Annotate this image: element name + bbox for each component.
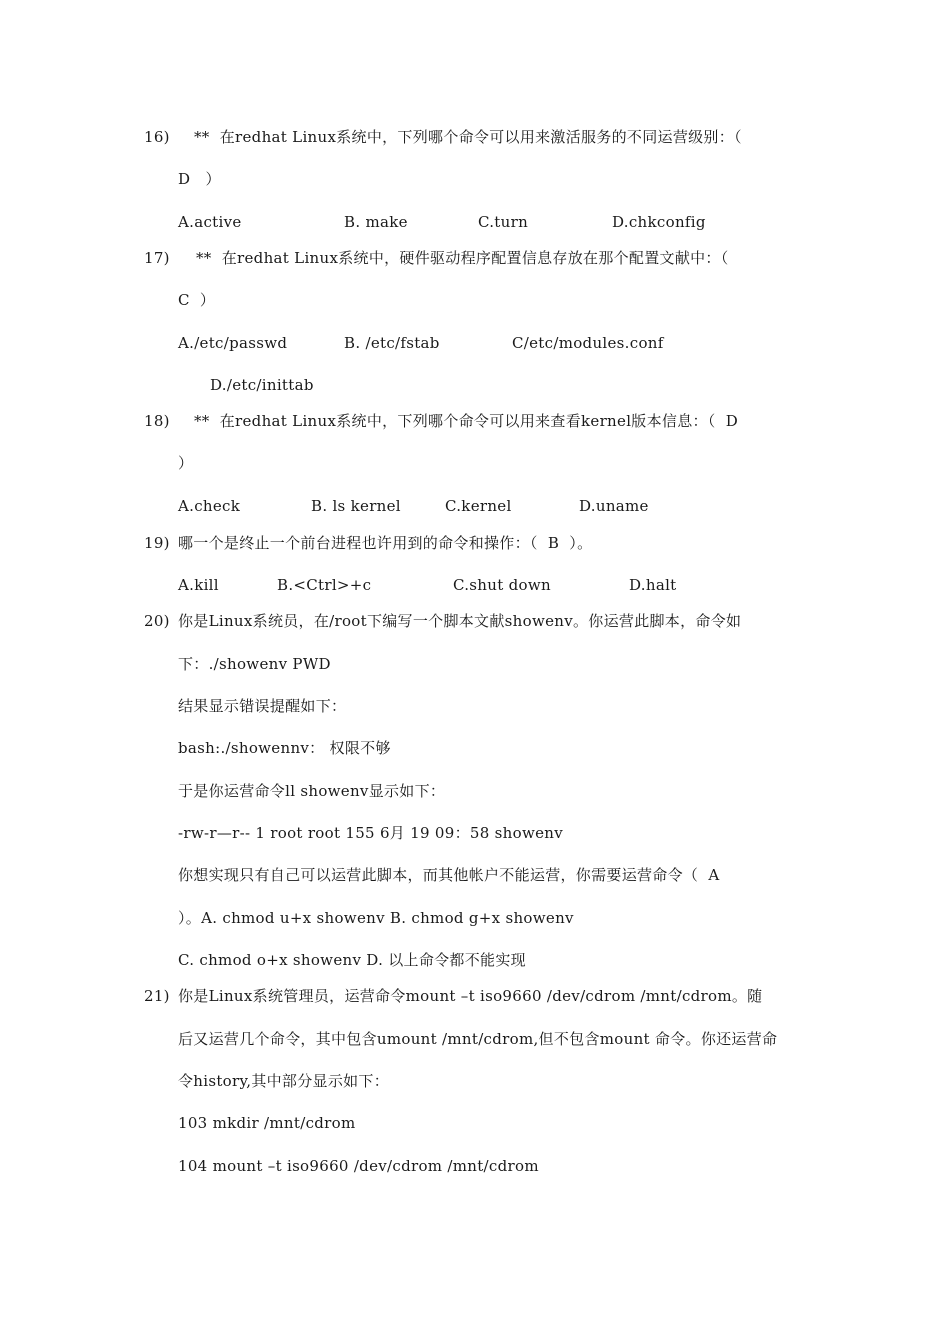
question-19-text: 哪一个是终止一个前台进程也许用到的命令和操作：（ B ）。 [178, 534, 593, 552]
question-17-option-c: C/etc/modules.conf [512, 334, 664, 352]
question-18-option-d: D.uname [579, 497, 649, 515]
question-20-line-9: C. chmod o+x showenv D. 以上命令都不能实现 [178, 951, 526, 969]
question-21-line-5: 104 mount –t iso9660 /dev/cdrom /mnt/cdrom [178, 1157, 539, 1175]
question-20-line-2: 下：./showenv PWD [178, 655, 331, 673]
question-17-number: 17) [144, 249, 170, 267]
question-19-option-a: A.kill [178, 576, 219, 594]
question-19-number: 19) [144, 534, 170, 552]
question-16-number: 16) [144, 128, 170, 146]
question-21-line-1: 你是Linux系统管理员，运营命令mount –t iso9660 /dev/cdrom /mnt/cdrom。随 [178, 987, 763, 1005]
question-16-option-d: D.chkconfig [612, 213, 706, 231]
question-18-option-b: B. ls kernel [311, 497, 401, 515]
question-21-line-4: 103 mkdir /mnt/cdrom [178, 1114, 356, 1132]
question-20-line-5: 于是你运营命令ll showenv显示如下： [178, 782, 446, 800]
question-17-answer: C ） [178, 291, 216, 309]
question-19-option-b: B.<Ctrl>+c [277, 576, 372, 594]
question-19-option-c: C.shut down [453, 576, 551, 594]
question-16-option-a: A.active [178, 213, 242, 231]
question-18-text: ** 在redhat Linux系统中，下列哪个命令可以用来查看kernel版本信息：（ D [194, 412, 739, 430]
question-21-number: 21) [144, 987, 170, 1005]
question-20-line-7: 你想实现只有自己可以运营此脚本，而其他帐户不能运营，你需要运营命令（ A [178, 866, 720, 884]
question-17-option-a: A./etc/passwd [178, 334, 288, 352]
question-16-answer: D ） [178, 170, 221, 188]
question-20-number: 20) [144, 612, 170, 630]
question-17-option-d: D./etc/inittab [210, 376, 314, 394]
question-21-line-3: 令history,其中部分显示如下： [178, 1072, 390, 1090]
question-16-option-c: C.turn [478, 213, 529, 231]
question-20-line-8: ）。A. chmod u+x showenv B. chmod g+x showenv [178, 909, 574, 927]
question-16-text: ** 在redhat Linux系统中，下列哪个命令可以用来激活服务的不同运营级别：（ [194, 128, 742, 146]
question-21-line-2: 后又运营几个命令，其中包含umount /mnt/cdrom,但不包含mount 命令。你还运营命 [178, 1030, 778, 1048]
question-18-number: 18) [144, 412, 170, 430]
question-17-text: ** 在redhat Linux系统中，硬件驱动程序配置信息存放在那个配置文献中：（ [196, 249, 729, 267]
question-20-line-6: -rw-r—r-- 1 root root 155 6月 19 09：58 showenv [178, 824, 564, 842]
question-20-line-1: 你是Linux系统员，在/root下编写一个脚本文献showenv。你运营此脚本，命令如 [178, 612, 742, 630]
question-16-option-b: B. make [344, 213, 408, 231]
question-18-option-c: C.kernel [445, 497, 512, 515]
question-19-option-d: D.halt [629, 576, 677, 594]
question-20-line-3: 结果显示错误提醒如下： [178, 697, 347, 715]
question-20-line-4: bash:./showennv： 权限不够 [178, 739, 391, 757]
question-17-option-b: B. /etc/fstab [344, 334, 440, 352]
question-18-option-a: A.check [178, 497, 241, 515]
question-18-answer: ） [178, 454, 194, 472]
